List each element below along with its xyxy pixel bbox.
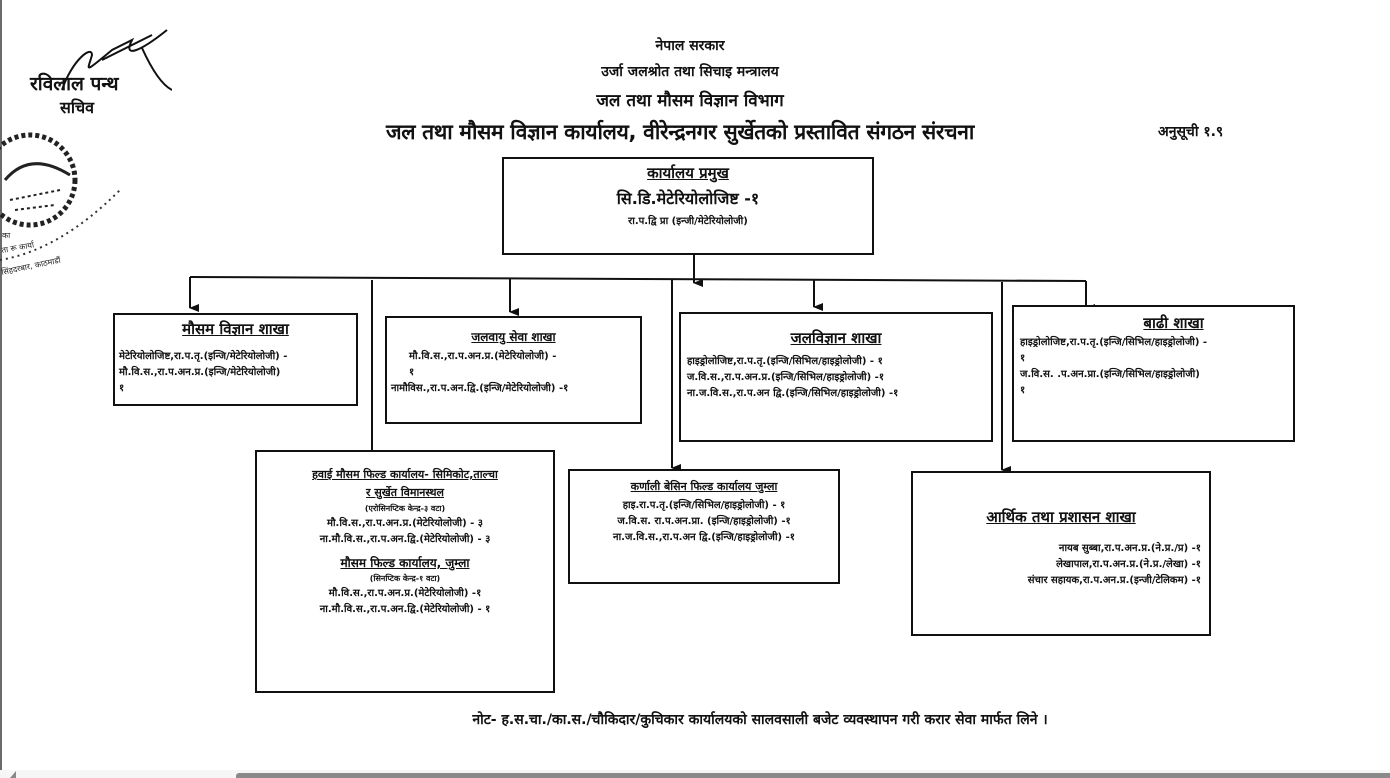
- branch-staff-line: ना.मौ.वि.स.,रा.प.अन.द्वि.(मेटेरियोलोजी) - ३: [319, 534, 491, 545]
- branch-staff-line: ना.मौ.वि.स.,रा.प.अन.द्वि.(मेटेरियोलोजी) - १: [319, 604, 491, 615]
- scrollbar-thumb[interactable]: [236, 773, 1390, 778]
- org-box-finance-admin-branch: [911, 471, 1211, 636]
- jumla-field-office-title: मौसम फिल्ड कार्यालय, जुम्ला: [340, 556, 470, 570]
- branch-staff-line: नायब सुब्बा,रा.प.अन.प्र.(ने.प्र./प्र) -१: [1058, 543, 1201, 554]
- horizontal-scrollbar[interactable]: [0, 770, 1390, 778]
- header-department: जल तथा मौसम विज्ञान विभाग: [596, 91, 784, 111]
- office-chief-position: सि.डि.मेटेरियोलोजिष्ट -१: [616, 189, 760, 208]
- branch-title: कर्णाली बेसिन फिल्ड कार्यालय जुम्ला: [630, 480, 778, 493]
- branch-staff-line: नामौविस.,रा.प.अन.द्वि.(इन्जि/मेटेरियोलोजी) -१: [391, 383, 569, 394]
- office-chief-class: रा.प.द्वि प्रा (इन्जी/मेटेरियोलोजी): [628, 216, 748, 227]
- document-title: जल तथा मौसम विज्ञान कार्यालय, वीरेन्द्रनगर सुर्खेतको प्रस्तावित संगठन संरचना: [385, 120, 975, 144]
- branch-staff-line: संचार सहायक,रा.प.अन.प्र.(इन्जी/टेलिकम) -१: [1027, 575, 1201, 586]
- branch-title: जलविज्ञान शाखा: [790, 329, 882, 347]
- svg-text:का: का: [2, 231, 11, 240]
- org-box-hydrology-branch: [679, 312, 993, 442]
- annex-label: अनुसूची १.९: [1158, 124, 1224, 140]
- branch-staff-line: मौ.वि.स.,रा.प.अन.प्र.(इन्जि/मेटेरियोलोजी): [119, 367, 281, 378]
- branch-staff-line: ज.वि.स. रा.प.अन.प्रा. (इन्जि/हाइड्रोलोजी) -१: [617, 516, 791, 527]
- branch-staff-line: मेटेरियोलोजिष्ट,रा.प.तृ.(इन्जि/मेटेरियोलोजी) -: [119, 351, 288, 362]
- footer-note: नोट- ह.स.चा./का.स./चौकिदार/कुचिकार कार्यालयको सालवसाली बजेट व्यवस्थापन गरी करार सेवा मार्फत लिने ।: [472, 712, 1048, 728]
- branch-staff-line: हाइ.रा.प.तृ.(इन्जि/सिभिल/हाइड्रोलोजी) - १: [622, 500, 786, 511]
- branch-staff-line: मौ.वि.स.,रा.प.अन.प्र.(मेटेरियोलोजी) - ३: [326, 518, 484, 529]
- government-seal-icon: [0, 120, 130, 290]
- jumla-field-office-subtitle: (सिनप्टिक केन्द्र-१ वटा): [369, 574, 441, 583]
- branch-staff-line: १: [409, 367, 415, 378]
- page-left-border: [0, 0, 2, 778]
- scroll-left-arrow-icon[interactable]: [10, 771, 16, 778]
- branch-title: मौसम विज्ञान शाखा: [182, 320, 289, 338]
- branch-staff-line: हाइड्रोलोजिष्ट,रा.प.तृ.(इन्जि/सिभिल/हाइड्रोलोजी) - १: [687, 356, 883, 367]
- branch-staff-line: ज.वि.स.,रा.प.अन.प्र.(इन्जि/सिभिल/हाइड्रोलोजी) -१: [687, 372, 885, 383]
- branch-staff-line: मौ.वि.स.,रा.प.अन.प्र.(मेटेरियोलोजी) -: [409, 351, 557, 362]
- field-office-title-line1: हवाई मौसम फिल्ड कार्यालय- सिमिकोट,ताल्चा: [312, 468, 498, 481]
- branch-title: जलवायु सेवा शाखा: [471, 330, 556, 344]
- branch-title: आर्थिक तथा प्रशासन शाखा: [986, 508, 1136, 526]
- signatory-designation: सचिव: [60, 98, 95, 117]
- branch-staff-line: ना.ज.वि.स.,रा.प.अन द्वि.(इन्जि/सिभिल/हाइड्रोलोजी) -१: [687, 388, 899, 399]
- branch-staff-line: १: [1020, 353, 1026, 364]
- signatory-name: रविलाल पन्थ: [30, 73, 119, 95]
- org-box-meteorology-branch: [113, 313, 358, 406]
- branch-title: बाढी शाखा: [1143, 314, 1204, 332]
- org-box-flood-branch: [1012, 305, 1295, 442]
- field-office-title-line2: र सुर्खेत विमानस्थल: [366, 486, 444, 499]
- org-box-karnali-basin-field-office: [568, 469, 840, 584]
- svg-text:सिंहदरबार, काठमाडौं: सिंहदरबार, काठमाडौं: [0, 255, 62, 277]
- header-ministry: उर्जा जलश्रोत तथा सिचाइ मन्त्रालय: [601, 64, 779, 80]
- branch-staff-line: १: [119, 383, 125, 394]
- branch-staff-line: ज.वि.स. .प.अन.प्रा.(इन्जि/सिभिल/हाइड्रोलोजी): [1020, 369, 1200, 380]
- field-office-subtitle: (एरोसिनप्टिक केन्द्र-३ वटा): [364, 504, 446, 513]
- branch-staff-line: १: [1020, 385, 1026, 396]
- svg-text:ता रू कार्या: ता रू कार्या: [0, 240, 35, 255]
- org-box-climate-service-branch: [385, 316, 642, 424]
- branch-staff-line: लेखापाल,रा.प.अन.प्र.(ने.प्र./लेखा) -१: [1056, 559, 1201, 570]
- org-box-aero-field-office: [255, 450, 555, 693]
- org-box-office-chief: [502, 157, 874, 255]
- branch-staff-line: हाइड्रोलोजिष्ट,रा.प.तृ.(इन्जि/सिभिल/हाइड्रोलोजी) -: [1020, 337, 1208, 348]
- branch-staff-line: मौ.वि.स.,रा.प.अन.प्र.(मेटेरियोलोजी) -१: [328, 588, 482, 599]
- header-government: नेपाल सरकार: [655, 38, 725, 54]
- office-chief-title: कार्यालय प्रमुख: [647, 164, 729, 182]
- branch-staff-line: ना.ज.वि.स.,रा.प.अन द्वि.(इन्जि/हाइड्रोलोजी) -१: [613, 532, 795, 543]
